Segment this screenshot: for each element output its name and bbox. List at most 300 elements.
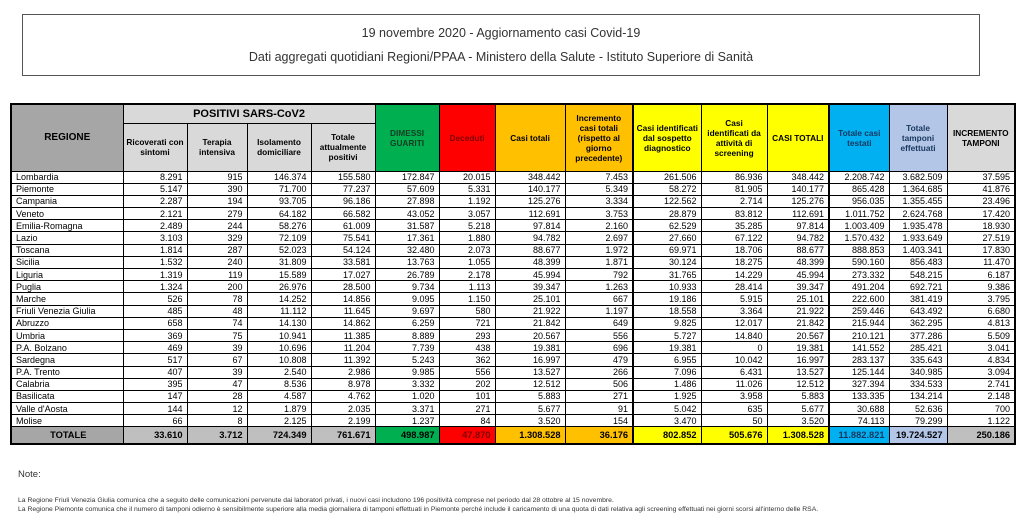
value-cell: 2.208.742 xyxy=(829,171,889,183)
value-cell: 491.204 xyxy=(829,281,889,293)
region-cell: Sicilia xyxy=(11,256,123,268)
col-header-regione: REGIONE xyxy=(11,104,123,171)
value-cell: 580 xyxy=(439,305,495,317)
value-cell: 327.394 xyxy=(829,378,889,390)
table-row xyxy=(11,256,1015,268)
title-line-2: Dati aggregati quotidiani Regioni/PPAA - Ministero della Salute - Istituto Superiore di Sanità xyxy=(248,50,754,65)
table-row xyxy=(11,378,1015,390)
value-cell: 31.809 xyxy=(247,256,311,268)
value-cell: 2.986 xyxy=(311,366,375,378)
col-header-attualmente-positivi: Totale attualmente positivi xyxy=(311,123,375,171)
covid-data-table xyxy=(10,103,1016,445)
region-cell: Calabria xyxy=(11,378,123,390)
value-cell: 13.763 xyxy=(375,256,439,268)
value-cell: 4.813 xyxy=(947,317,1015,329)
table-row xyxy=(11,195,1015,207)
value-cell: 348.442 xyxy=(495,171,565,183)
value-cell: 77.237 xyxy=(311,183,375,195)
value-cell: 721 xyxy=(439,317,495,329)
value-cell: 28.500 xyxy=(311,281,375,293)
value-cell: 10.933 xyxy=(633,281,701,293)
value-cell: 1.197 xyxy=(565,305,633,317)
total-label-cell: TOTALE xyxy=(11,427,123,444)
col-group-positivi: POSITIVI SARS-CoV2 xyxy=(123,104,375,123)
value-cell: 37.595 xyxy=(947,171,1015,183)
value-cell: 2.199 xyxy=(311,415,375,427)
value-cell: 1.192 xyxy=(439,195,495,207)
value-cell: 27.898 xyxy=(375,195,439,207)
value-cell: 11.392 xyxy=(311,354,375,366)
value-cell: 3.371 xyxy=(375,403,439,415)
value-cell: 20.567 xyxy=(767,329,829,341)
value-cell: 2.125 xyxy=(247,415,311,427)
value-cell: 7.453 xyxy=(565,171,633,183)
region-cell: Veneto xyxy=(11,208,123,220)
value-cell: 112.691 xyxy=(767,208,829,220)
title-line-1: 19 novembre 2020 - Aggiornamento casi Covid-19 xyxy=(361,25,641,40)
value-cell: 20.015 xyxy=(439,171,495,183)
value-cell: 635 xyxy=(701,403,767,415)
value-cell: 28.879 xyxy=(633,208,701,220)
value-cell: 1.122 xyxy=(947,415,1015,427)
table-row xyxy=(11,269,1015,281)
value-cell: 88.677 xyxy=(767,244,829,256)
value-cell: 17.361 xyxy=(375,232,439,244)
value-cell: 1.055 xyxy=(439,256,495,268)
value-cell: 9.985 xyxy=(375,366,439,378)
value-cell: 1.871 xyxy=(565,256,633,268)
value-cell: 58.276 xyxy=(247,220,311,232)
value-cell: 27.519 xyxy=(947,232,1015,244)
value-cell: 6.259 xyxy=(375,317,439,329)
value-cell: 362 xyxy=(439,354,495,366)
value-cell: 10.808 xyxy=(247,354,311,366)
value-cell: 1.570.432 xyxy=(829,232,889,244)
value-cell: 146.374 xyxy=(247,171,311,183)
value-cell: 865.428 xyxy=(829,183,889,195)
value-cell: 32.480 xyxy=(375,244,439,256)
value-cell: 21.842 xyxy=(767,317,829,329)
value-cell: 61.009 xyxy=(311,220,375,232)
value-cell: 5.915 xyxy=(701,293,767,305)
value-cell: 1.237 xyxy=(375,415,439,427)
table-row xyxy=(11,220,1015,232)
value-cell: 5.883 xyxy=(767,390,829,402)
value-cell: 692.721 xyxy=(889,281,947,293)
value-cell: 667 xyxy=(565,293,633,305)
value-cell: 369 xyxy=(123,329,187,341)
value-cell: 8.978 xyxy=(311,378,375,390)
table-row xyxy=(11,281,1015,293)
value-cell: 556 xyxy=(439,366,495,378)
table-row xyxy=(11,354,1015,366)
value-cell: 71.700 xyxy=(247,183,311,195)
title-box xyxy=(22,14,980,76)
value-cell: 700 xyxy=(947,403,1015,415)
value-cell: 19.186 xyxy=(633,293,701,305)
value-cell: 3.795 xyxy=(947,293,1015,305)
value-cell: 348.442 xyxy=(767,171,829,183)
value-cell: 134.214 xyxy=(889,390,947,402)
value-cell: 5.147 xyxy=(123,183,187,195)
value-cell: 2.697 xyxy=(565,232,633,244)
value-cell: 1.814 xyxy=(123,244,187,256)
value-cell: 485 xyxy=(123,305,187,317)
value-cell: 12 xyxy=(187,403,247,415)
value-cell: 3.470 xyxy=(633,415,701,427)
value-cell: 25.101 xyxy=(767,293,829,305)
notes-label: Note: xyxy=(18,469,41,480)
value-cell: 856.483 xyxy=(889,256,947,268)
table-row xyxy=(11,403,1015,415)
col-header-sospetto-diagnostico: Casi identificati dal sospetto diagnostico xyxy=(633,104,701,171)
value-cell: 33.581 xyxy=(311,256,375,268)
value-cell: 26.789 xyxy=(375,269,439,281)
value-cell: 2.741 xyxy=(947,378,1015,390)
value-cell: 141.552 xyxy=(829,342,889,354)
table-row xyxy=(11,317,1015,329)
value-cell: 9.095 xyxy=(375,293,439,305)
value-cell: 23.496 xyxy=(947,195,1015,207)
col-header-deceduti: Deceduti xyxy=(439,104,495,171)
value-cell: 259.446 xyxy=(829,305,889,317)
total-value-cell: 11.882.821 xyxy=(829,427,889,444)
value-cell: 144 xyxy=(123,403,187,415)
value-cell: 283.137 xyxy=(829,354,889,366)
value-cell: 3.520 xyxy=(495,415,565,427)
value-cell: 658 xyxy=(123,317,187,329)
value-cell: 0 xyxy=(701,342,767,354)
value-cell: 19.381 xyxy=(495,342,565,354)
value-cell: 194 xyxy=(187,195,247,207)
total-value-cell: 724.349 xyxy=(247,427,311,444)
value-cell: 58.272 xyxy=(633,183,701,195)
value-cell: 3.041 xyxy=(947,342,1015,354)
value-cell: 215.944 xyxy=(829,317,889,329)
notes-section xyxy=(18,469,1008,514)
value-cell: 2.287 xyxy=(123,195,187,207)
value-cell: 390 xyxy=(187,183,247,195)
value-cell: 2.540 xyxy=(247,366,311,378)
value-cell: 279 xyxy=(187,208,247,220)
table-row xyxy=(11,342,1015,354)
value-cell: 2.178 xyxy=(439,269,495,281)
value-cell: 1.925 xyxy=(633,390,701,402)
value-cell: 3.094 xyxy=(947,366,1015,378)
value-cell: 12.512 xyxy=(767,378,829,390)
value-cell: 88.677 xyxy=(495,244,565,256)
value-cell: 244 xyxy=(187,220,247,232)
value-cell: 888.853 xyxy=(829,244,889,256)
value-cell: 6.680 xyxy=(947,305,1015,317)
value-cell: 1.324 xyxy=(123,281,187,293)
value-cell: 643.492 xyxy=(889,305,947,317)
value-cell: 96.186 xyxy=(311,195,375,207)
value-cell: 8.889 xyxy=(375,329,439,341)
total-value-cell: 36.176 xyxy=(565,427,633,444)
value-cell: 11.112 xyxy=(247,305,311,317)
table-row xyxy=(11,183,1015,195)
total-value-cell: 1.308.528 xyxy=(767,427,829,444)
value-cell: 8 xyxy=(187,415,247,427)
value-cell: 4.762 xyxy=(311,390,375,402)
value-cell: 915 xyxy=(187,171,247,183)
total-value-cell: 3.712 xyxy=(187,427,247,444)
value-cell: 9.825 xyxy=(633,317,701,329)
value-cell: 2.714 xyxy=(701,195,767,207)
region-cell: Umbria xyxy=(11,329,123,341)
value-cell: 266 xyxy=(565,366,633,378)
value-cell: 11.204 xyxy=(311,342,375,354)
region-cell: Molise xyxy=(11,415,123,427)
value-cell: 438 xyxy=(439,342,495,354)
value-cell: 2.160 xyxy=(565,220,633,232)
value-cell: 362.295 xyxy=(889,317,947,329)
value-cell: 1.933.649 xyxy=(889,232,947,244)
table-row xyxy=(11,293,1015,305)
value-cell: 66.582 xyxy=(311,208,375,220)
value-cell: 10.696 xyxy=(247,342,311,354)
value-cell: 1.935.478 xyxy=(889,220,947,232)
value-cell: 3.332 xyxy=(375,378,439,390)
value-cell: 18.706 xyxy=(701,244,767,256)
value-cell: 1.364.685 xyxy=(889,183,947,195)
value-cell: 1.972 xyxy=(565,244,633,256)
value-cell: 75.541 xyxy=(311,232,375,244)
table-row xyxy=(11,208,1015,220)
table-row xyxy=(11,244,1015,256)
col-header-casi-totali-maiuscolo: CASI TOTALI xyxy=(767,104,829,171)
value-cell: 11.470 xyxy=(947,256,1015,268)
value-cell: 69.971 xyxy=(633,244,701,256)
region-cell: P.A. Bolzano xyxy=(11,342,123,354)
value-cell: 16.997 xyxy=(495,354,565,366)
value-cell: 3.364 xyxy=(701,305,767,317)
value-cell: 13.527 xyxy=(495,366,565,378)
value-cell: 3.958 xyxy=(701,390,767,402)
region-cell: Liguria xyxy=(11,269,123,281)
total-value-cell: 802.852 xyxy=(633,427,701,444)
value-cell: 17.830 xyxy=(947,244,1015,256)
value-cell: 14.229 xyxy=(701,269,767,281)
value-cell: 1.319 xyxy=(123,269,187,281)
value-cell: 15.589 xyxy=(247,269,311,281)
value-cell: 1.150 xyxy=(439,293,495,305)
value-cell: 81.905 xyxy=(701,183,767,195)
value-cell: 112.691 xyxy=(495,208,565,220)
value-cell: 5.331 xyxy=(439,183,495,195)
value-cell: 18.275 xyxy=(701,256,767,268)
value-cell: 222.600 xyxy=(829,293,889,305)
col-header-dimessi-guariti: DIMESSI GUARITI xyxy=(375,104,439,171)
value-cell: 48 xyxy=(187,305,247,317)
table-body xyxy=(11,171,1015,444)
value-cell: 28 xyxy=(187,390,247,402)
value-cell: 8.291 xyxy=(123,171,187,183)
total-value-cell: 250.186 xyxy=(947,427,1015,444)
value-cell: 75 xyxy=(187,329,247,341)
table-row xyxy=(11,329,1015,341)
value-cell: 18.558 xyxy=(633,305,701,317)
value-cell: 1.879 xyxy=(247,403,311,415)
value-cell: 3.334 xyxy=(565,195,633,207)
region-cell: Emilia-Romagna xyxy=(11,220,123,232)
table-row xyxy=(11,415,1015,427)
value-cell: 5.042 xyxy=(633,403,701,415)
value-cell: 31.587 xyxy=(375,220,439,232)
value-cell: 30.124 xyxy=(633,256,701,268)
region-cell: Friuli Venezia Giulia xyxy=(11,305,123,317)
value-cell: 395 xyxy=(123,378,187,390)
value-cell: 5.509 xyxy=(947,329,1015,341)
value-cell: 6.431 xyxy=(701,366,767,378)
region-cell: Campania xyxy=(11,195,123,207)
value-cell: 3.753 xyxy=(565,208,633,220)
total-value-cell: 33.610 xyxy=(123,427,187,444)
region-cell: Sardegna xyxy=(11,354,123,366)
table-row xyxy=(11,366,1015,378)
value-cell: 133.335 xyxy=(829,390,889,402)
total-value-cell: 1.308.528 xyxy=(495,427,565,444)
region-cell: Puglia xyxy=(11,281,123,293)
value-cell: 1.113 xyxy=(439,281,495,293)
value-cell: 14.840 xyxy=(701,329,767,341)
value-cell: 45.994 xyxy=(767,269,829,281)
value-cell: 25.101 xyxy=(495,293,565,305)
value-cell: 147 xyxy=(123,390,187,402)
value-cell: 74 xyxy=(187,317,247,329)
value-cell: 5.349 xyxy=(565,183,633,195)
region-cell: Toscana xyxy=(11,244,123,256)
value-cell: 3.103 xyxy=(123,232,187,244)
value-cell: 30.688 xyxy=(829,403,889,415)
value-cell: 5.677 xyxy=(767,403,829,415)
value-cell: 1.263 xyxy=(565,281,633,293)
value-cell: 140.177 xyxy=(767,183,829,195)
value-cell: 340.985 xyxy=(889,366,947,378)
value-cell: 19.381 xyxy=(767,342,829,354)
note-line-friuli: La Regione Friuli Venezia Giulia comunica che a seguito delle comunicazioni pervenute dai laboratori privati, i nuovi casi includono 196 positività comprese nel periodo dal 28 ottobre al 15 novembre. xyxy=(18,497,614,504)
value-cell: 377.286 xyxy=(889,329,947,341)
col-header-incremento-casi: Incremento casi totali (rispetto al giorno precedente) xyxy=(565,104,633,171)
region-cell: Piemonte xyxy=(11,183,123,195)
value-cell: 210.121 xyxy=(829,329,889,341)
value-cell: 14.252 xyxy=(247,293,311,305)
value-cell: 1.003.409 xyxy=(829,220,889,232)
value-cell: 506 xyxy=(565,378,633,390)
value-cell: 329 xyxy=(187,232,247,244)
value-cell: 14.862 xyxy=(311,317,375,329)
value-cell: 48.399 xyxy=(767,256,829,268)
total-value-cell: 47.870 xyxy=(439,427,495,444)
value-cell: 9.386 xyxy=(947,281,1015,293)
total-value-cell: 19.724.527 xyxy=(889,427,947,444)
value-cell: 13.527 xyxy=(767,366,829,378)
value-cell: 93.705 xyxy=(247,195,311,207)
value-cell: 12.512 xyxy=(495,378,565,390)
table-row xyxy=(11,390,1015,402)
value-cell: 1.020 xyxy=(375,390,439,402)
value-cell: 154 xyxy=(565,415,633,427)
total-value-cell: 761.671 xyxy=(311,427,375,444)
col-header-screening: Casi identificati da attività di screening xyxy=(701,104,767,171)
region-cell: Marche xyxy=(11,293,123,305)
value-cell: 19.381 xyxy=(633,342,701,354)
value-cell: 3.057 xyxy=(439,208,495,220)
value-cell: 97.814 xyxy=(767,220,829,232)
value-cell: 2.489 xyxy=(123,220,187,232)
value-cell: 5.243 xyxy=(375,354,439,366)
value-cell: 21.922 xyxy=(767,305,829,317)
value-cell: 66 xyxy=(123,415,187,427)
value-cell: 10.042 xyxy=(701,354,767,366)
value-cell: 52.023 xyxy=(247,244,311,256)
col-header-isolamento: Isolamento domiciliare xyxy=(247,123,311,171)
region-cell: Lombardia xyxy=(11,171,123,183)
value-cell: 67.122 xyxy=(701,232,767,244)
col-header-casi-totali: Casi totali xyxy=(495,104,565,171)
value-cell: 20.567 xyxy=(495,329,565,341)
value-cell: 407 xyxy=(123,366,187,378)
value-cell: 2.624.768 xyxy=(889,208,947,220)
value-cell: 94.782 xyxy=(767,232,829,244)
value-cell: 526 xyxy=(123,293,187,305)
value-cell: 2.148 xyxy=(947,390,1015,402)
value-cell: 54.124 xyxy=(311,244,375,256)
table-header xyxy=(11,104,1015,171)
value-cell: 7.739 xyxy=(375,342,439,354)
value-cell: 79.299 xyxy=(889,415,947,427)
col-header-ricoverati: Ricoverati con sintomi xyxy=(123,123,187,171)
total-value-cell: 505.676 xyxy=(701,427,767,444)
value-cell: 202 xyxy=(439,378,495,390)
value-cell: 7.096 xyxy=(633,366,701,378)
value-cell: 1.880 xyxy=(439,232,495,244)
value-cell: 97.814 xyxy=(495,220,565,232)
value-cell: 1.486 xyxy=(633,378,701,390)
region-cell: Lazio xyxy=(11,232,123,244)
value-cell: 6.187 xyxy=(947,269,1015,281)
value-cell: 1.355.455 xyxy=(889,195,947,207)
total-row xyxy=(11,427,1015,444)
value-cell: 39.347 xyxy=(767,281,829,293)
value-cell: 8.536 xyxy=(247,378,311,390)
value-cell: 10.941 xyxy=(247,329,311,341)
value-cell: 14.130 xyxy=(247,317,311,329)
value-cell: 4.587 xyxy=(247,390,311,402)
value-cell: 50 xyxy=(701,415,767,427)
value-cell: 14.856 xyxy=(311,293,375,305)
value-cell: 28.414 xyxy=(701,281,767,293)
value-cell: 2.035 xyxy=(311,403,375,415)
value-cell: 261.506 xyxy=(633,171,701,183)
value-cell: 57.609 xyxy=(375,183,439,195)
value-cell: 39 xyxy=(187,366,247,378)
region-cell: Abruzzo xyxy=(11,317,123,329)
value-cell: 35.285 xyxy=(701,220,767,232)
value-cell: 72.109 xyxy=(247,232,311,244)
value-cell: 43.052 xyxy=(375,208,439,220)
value-cell: 792 xyxy=(565,269,633,281)
value-cell: 590.160 xyxy=(829,256,889,268)
value-cell: 27.660 xyxy=(633,232,701,244)
header-group-row xyxy=(11,104,1015,123)
value-cell: 649 xyxy=(565,317,633,329)
value-cell: 273.332 xyxy=(829,269,889,281)
value-cell: 2.073 xyxy=(439,244,495,256)
value-cell: 9.697 xyxy=(375,305,439,317)
region-cell: Basilicata xyxy=(11,390,123,402)
